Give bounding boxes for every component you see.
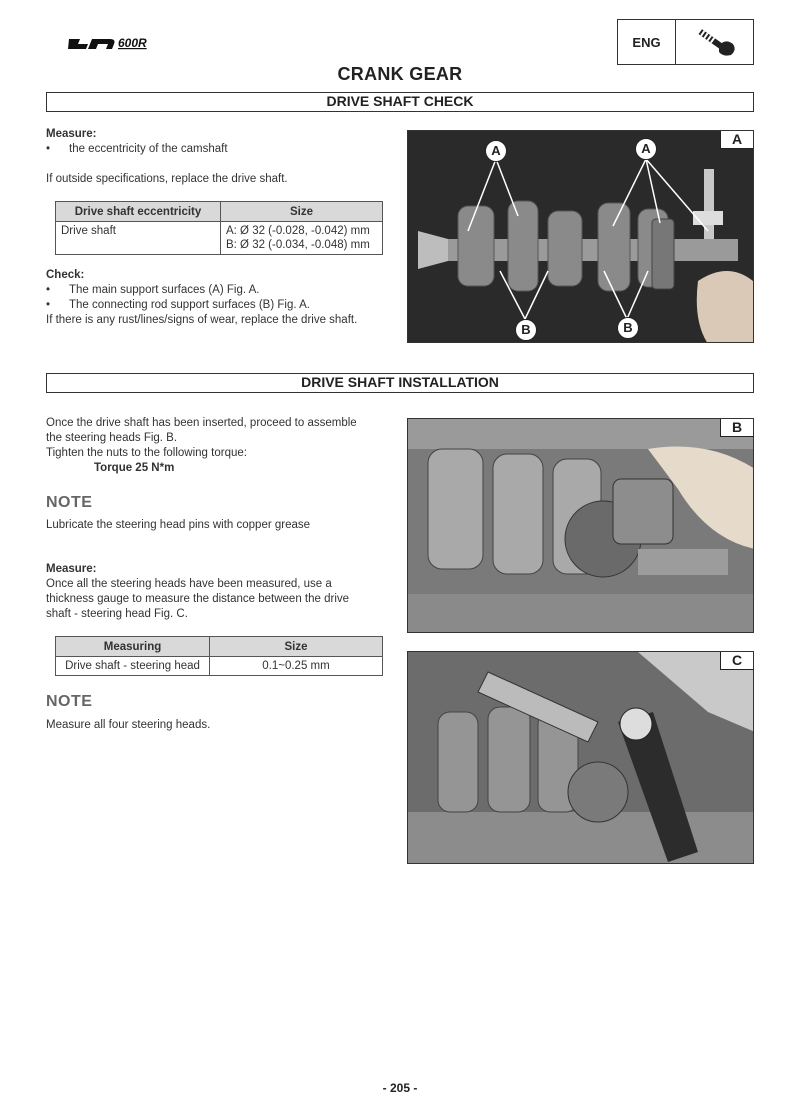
intro-line: Once the drive shaft has been inserted, proceed to assemble [46, 417, 357, 429]
figure-tag: B [720, 419, 753, 437]
note-title: NOTE [46, 693, 93, 710]
table-row [56, 657, 383, 676]
check-item: • The main support surfaces (A) Fig. A. [46, 284, 260, 296]
figure-tag: A [720, 131, 753, 149]
outside-spec-text: If outside specifications, replace the drive shaft. [46, 173, 288, 185]
figure-tag: C [720, 652, 753, 670]
table-cell: Drive shaft - steering head [56, 657, 210, 676]
intro-line: the steering heads Fig. B. [46, 432, 178, 444]
callout-b-left: B [515, 319, 537, 341]
section-heading-installation: DRIVE SHAFT INSTALLATION [46, 373, 754, 393]
note-text: Measure all four steering heads. [46, 719, 211, 731]
page-number: - 205 - [382, 1081, 418, 1095]
table-header: Drive shaft eccentricity [56, 202, 221, 222]
torque-value: Torque 25 N*m [94, 462, 175, 474]
check-label: Check: [46, 269, 85, 281]
measure-line: thickness gauge to measure the distance between the drive [46, 593, 350, 605]
language-label: ENG [618, 20, 676, 64]
measure-item: • the eccentricity of the camshaft [46, 143, 228, 155]
measure-line: Once all the steering heads have been measured, use a [46, 578, 332, 590]
figure-b-photo [407, 418, 754, 633]
eccentricity-table [55, 201, 383, 255]
callout-a-left: A [485, 140, 507, 162]
callout-a-right: A [635, 138, 657, 160]
check-item: • The connecting rod support surfaces (B) Fig. A. [46, 299, 310, 311]
measuring-table [55, 636, 383, 676]
figure-c-photo [407, 651, 754, 864]
brand-logo [66, 30, 176, 54]
figure-a-photo [407, 130, 754, 343]
intro-line: Tighten the nuts to the following torque: [46, 447, 247, 459]
section-heading-check: DRIVE SHAFT CHECK [46, 92, 754, 112]
language-box [617, 19, 754, 65]
table-header: Size [221, 202, 383, 222]
table-header: Size [210, 637, 383, 657]
measure-line: shaft - steering head Fig. C. [46, 608, 188, 620]
note-text: Lubricate the steering head pins with copper grease [46, 519, 311, 531]
page-title: CRANK GEAR [337, 64, 463, 84]
measure-label: Measure: [46, 563, 97, 575]
table-cell: A: Ø 32 (-0.028, -0.042) mm B: Ø 32 (-0.034, -0.048) mm [221, 222, 383, 255]
table-row [56, 222, 383, 255]
wrench-tool-icon [676, 20, 753, 64]
table-header: Measuring [56, 637, 210, 657]
callout-b-right: B [617, 317, 639, 339]
rust-text: If there is any rust/lines/signs of wear, replace the drive shaft. [46, 314, 358, 326]
measure-label: Measure: [46, 128, 97, 140]
table-cell: 0.1~0.25 mm [210, 657, 383, 676]
svg-text:600R: 600R [118, 36, 147, 50]
note-title: NOTE [46, 494, 93, 511]
table-cell: Drive shaft [56, 222, 221, 255]
